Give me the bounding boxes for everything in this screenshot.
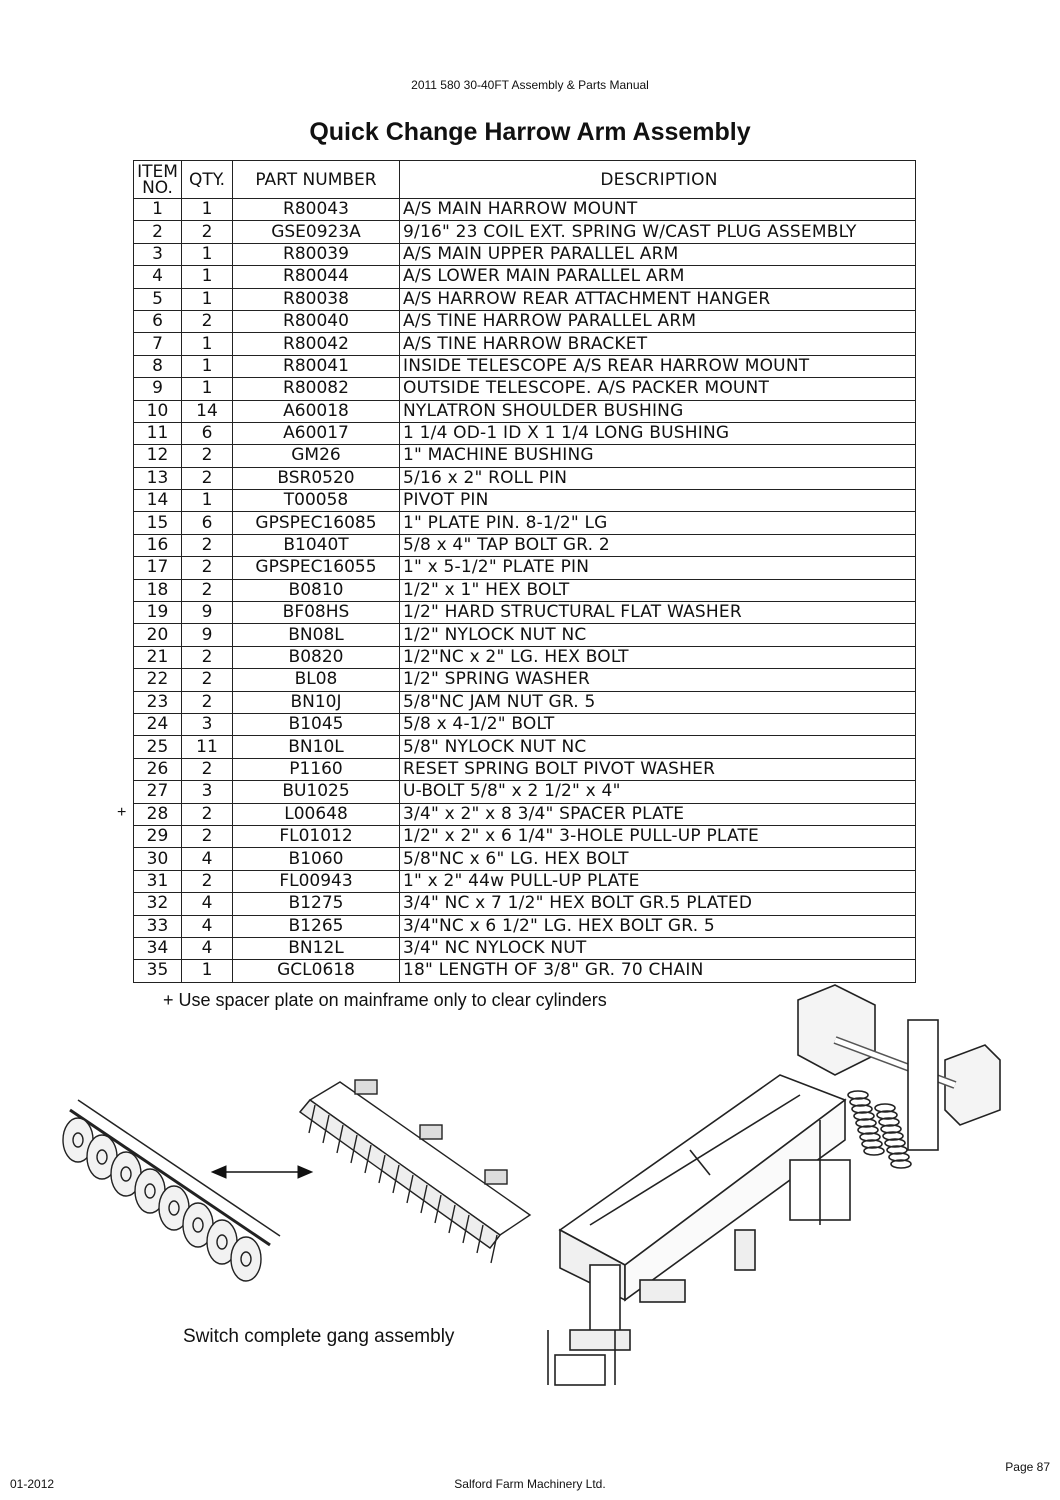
part-number-cell: R80042 — [233, 333, 400, 355]
description-cell: 18" LENGTH OF 3/8" GR. 70 CHAIN — [400, 960, 916, 982]
header-item-no: ITEM NO. — [134, 161, 182, 199]
part-number-cell: L00648 — [233, 803, 400, 825]
item-no-cell: 3 — [134, 243, 182, 265]
part-number-cell: B1045 — [233, 713, 400, 735]
qty-cell: 1 — [182, 333, 233, 355]
page-title: Quick Change Harrow Arm Assembly — [309, 118, 751, 146]
item-no-cell: 14 — [134, 490, 182, 512]
item-no-cell: 25 — [134, 736, 182, 758]
description-cell: 5/8" NYLOCK NUT NC — [400, 736, 916, 758]
description-cell: A/S TINE HARROW BRACKET — [400, 333, 916, 355]
description-cell: PIVOT PIN — [400, 490, 916, 512]
description-cell: INSIDE TELESCOPE A/S REAR HARROW MOUNT — [400, 355, 916, 377]
part-number-cell: A60017 — [233, 422, 400, 444]
qty-cell: 4 — [182, 893, 233, 915]
description-cell: 3/4" NC x 7 1/2" HEX BOLT GR.5 PLATED — [400, 893, 916, 915]
qty-cell: 2 — [182, 445, 233, 467]
item-no-cell: 22 — [134, 669, 182, 691]
description-cell: 5/8 x 4" TAP BOLT GR. 2 — [400, 534, 916, 556]
qty-cell: 4 — [182, 915, 233, 937]
qty-cell: 1 — [182, 243, 233, 265]
qty-cell: 4 — [182, 848, 233, 870]
part-number-cell: BN10L — [233, 736, 400, 758]
part-number-cell: R80044 — [233, 266, 400, 288]
description-cell: 3/4" x 2" x 8 3/4" SPACER PLATE — [400, 803, 916, 825]
description-cell: 9/16" 23 COIL EXT. SPRING W/CAST PLUG ASSEMBLY — [400, 221, 916, 243]
description-cell: A/S HARROW REAR ATTACHMENT HANGER — [400, 288, 916, 310]
qty-cell: 1 — [182, 490, 233, 512]
qty-cell: 1 — [182, 355, 233, 377]
description-cell: U-BOLT 5/8" x 2 1/2" x 4" — [400, 781, 916, 803]
item-no-cell: 15 — [134, 512, 182, 534]
part-number-cell: BF08HS — [233, 602, 400, 624]
description-cell: 1/2" x 2" x 6 1/4" 3-HOLE PULL-UP PLATE — [400, 825, 916, 847]
part-number-cell: R80041 — [233, 355, 400, 377]
qty-cell: 2 — [182, 758, 233, 780]
item-no-cell: 11 — [134, 422, 182, 444]
part-number-cell: GPSPEC16085 — [233, 512, 400, 534]
illustration-caption: Switch complete gang assembly — [183, 1326, 455, 1347]
qty-cell: 9 — [182, 602, 233, 624]
item-no-cell: 9 — [134, 378, 182, 400]
qty-cell: 2 — [182, 803, 233, 825]
qty-cell: 2 — [182, 691, 233, 713]
part-number-cell: FL01012 — [233, 825, 400, 847]
item-no-cell: 32 — [134, 893, 182, 915]
footer-date: 01-2012 — [10, 1477, 55, 1491]
item-no-cell: 31 — [134, 870, 182, 892]
item-no-cell: 33 — [134, 915, 182, 937]
item-no-cell: 6 — [134, 310, 182, 332]
description-cell: 3/4" NC NYLOCK NUT — [400, 937, 916, 959]
qty-cell: 11 — [182, 736, 233, 758]
item-no-cell: 17 — [134, 557, 182, 579]
header-part-number: PART NUMBER — [233, 161, 400, 199]
manual-title: 2011 580 30-40FT Assembly & Parts Manual — [411, 78, 649, 92]
item-no-cell: 27 — [134, 781, 182, 803]
page-number: Page 87 — [1005, 1460, 1050, 1474]
qty-cell: 6 — [182, 512, 233, 534]
item-no-cell: 29 — [134, 825, 182, 847]
header-description: DESCRIPTION — [400, 161, 916, 199]
description-cell: 1/2" HARD STRUCTURAL FLAT WASHER — [400, 602, 916, 624]
item-no-cell: 19 — [134, 602, 182, 624]
part-number-cell: GPSPEC16055 — [233, 557, 400, 579]
description-cell: 5/8"NC JAM NUT GR. 5 — [400, 691, 916, 713]
part-number-cell: B0820 — [233, 646, 400, 668]
description-cell: 1" PLATE PIN. 8-1/2" LG — [400, 512, 916, 534]
item-no-cell: 26 — [134, 758, 182, 780]
part-number-cell: R80082 — [233, 378, 400, 400]
part-number-cell: A60018 — [233, 400, 400, 422]
header-qty: QTY. — [182, 161, 233, 199]
part-number-cell: GCL0618 — [233, 960, 400, 982]
item-no-cell: 18 — [134, 579, 182, 601]
part-number-cell: B1265 — [233, 915, 400, 937]
part-number-cell: T00058 — [233, 490, 400, 512]
item-no-cell: 34 — [134, 937, 182, 959]
footnote: + Use spacer plate on mainframe only to clear cylinders — [163, 990, 607, 1010]
item-no-cell: 7 — [134, 333, 182, 355]
part-number-cell: B1040T — [233, 534, 400, 556]
item-no-cell: 12 — [134, 445, 182, 467]
item-no-cell: 20 — [134, 624, 182, 646]
part-number-cell: R80040 — [233, 310, 400, 332]
item-no-cell: 5 — [134, 288, 182, 310]
qty-cell: 2 — [182, 669, 233, 691]
qty-cell: 3 — [182, 713, 233, 735]
description-cell: 1" x 2" 44w PULL-UP PLATE — [400, 870, 916, 892]
qty-cell: 2 — [182, 310, 233, 332]
item-no-cell: 10 — [134, 400, 182, 422]
item-no-cell: 35 — [134, 960, 182, 982]
part-number-cell: BL08 — [233, 669, 400, 691]
description-cell: 1" x 5-1/2" PLATE PIN — [400, 557, 916, 579]
qty-cell: 2 — [182, 534, 233, 556]
item-no-cell: 30 — [134, 848, 182, 870]
item-no-cell: 21 — [134, 646, 182, 668]
footer-company: Salford Farm Machinery Ltd. — [454, 1477, 606, 1491]
description-cell: 3/4"NC x 6 1/2" LG. HEX BOLT GR. 5 — [400, 915, 916, 937]
description-cell: 1/2" x 1" HEX BOLT — [400, 579, 916, 601]
disc-gang-illustration — [63, 1100, 280, 1281]
description-cell: 1" MACHINE BUSHING — [400, 445, 916, 467]
qty-cell: 1 — [182, 378, 233, 400]
qty-cell: 3 — [182, 781, 233, 803]
part-number-cell: BN10J — [233, 691, 400, 713]
description-cell: 5/8 x 4-1/2" BOLT — [400, 713, 916, 735]
description-cell: 5/16 x 2" ROLL PIN — [400, 467, 916, 489]
row-marker: + — [117, 804, 127, 822]
qty-cell: 6 — [182, 422, 233, 444]
description-cell: A/S MAIN HARROW MOUNT — [400, 199, 916, 221]
qty-cell: 1 — [182, 960, 233, 982]
part-number-cell: BN08L — [233, 624, 400, 646]
harrow-mount-illustration — [548, 985, 1000, 1385]
part-number-cell: GSE0923A — [233, 221, 400, 243]
item-no-cell: 28 — [134, 803, 182, 825]
description-cell: 1/2" SPRING WASHER — [400, 669, 916, 691]
qty-cell: 2 — [182, 646, 233, 668]
part-number-cell: B0810 — [233, 579, 400, 601]
qty-cell: 2 — [182, 579, 233, 601]
description-cell: OUTSIDE TELESCOPE. A/S PACKER MOUNT — [400, 378, 916, 400]
description-cell: A/S LOWER MAIN PARALLEL ARM — [400, 266, 916, 288]
part-number-cell: B1275 — [233, 893, 400, 915]
qty-cell: 2 — [182, 467, 233, 489]
description-cell: A/S MAIN UPPER PARALLEL ARM — [400, 243, 916, 265]
qty-cell: 1 — [182, 199, 233, 221]
part-number-cell: GM26 — [233, 445, 400, 467]
qty-cell: 14 — [182, 400, 233, 422]
description-cell: 5/8"NC x 6" LG. HEX BOLT — [400, 848, 916, 870]
qty-cell: 4 — [182, 937, 233, 959]
item-no-cell: 2 — [134, 221, 182, 243]
qty-cell: 1 — [182, 288, 233, 310]
qty-cell: 2 — [182, 557, 233, 579]
qty-cell: 2 — [182, 870, 233, 892]
qty-cell: 2 — [182, 221, 233, 243]
item-no-cell: 1 — [134, 199, 182, 221]
part-number-cell: R80039 — [233, 243, 400, 265]
part-number-cell: FL00943 — [233, 870, 400, 892]
switch-arrow — [212, 1166, 312, 1178]
qty-cell: 2 — [182, 825, 233, 847]
description-cell: 1/2"NC x 2" LG. HEX BOLT — [400, 646, 916, 668]
item-no-cell: 16 — [134, 534, 182, 556]
description-cell: 1/2" NYLOCK NUT NC — [400, 624, 916, 646]
part-number-cell: BU1025 — [233, 781, 400, 803]
tine-harrow-illustration — [300, 1080, 530, 1263]
description-cell: RESET SPRING BOLT PIVOT WASHER — [400, 758, 916, 780]
description-cell: 1 1/4 OD-1 ID X 1 1/4 LONG BUSHING — [400, 422, 916, 444]
part-number-cell: BN12L — [233, 937, 400, 959]
item-no-cell: 24 — [134, 713, 182, 735]
description-cell: A/S TINE HARROW PARALLEL ARM — [400, 310, 916, 332]
item-no-cell: 4 — [134, 266, 182, 288]
part-number-cell: B1060 — [233, 848, 400, 870]
part-number-cell: R80038 — [233, 288, 400, 310]
item-no-cell: 13 — [134, 467, 182, 489]
item-no-cell: 23 — [134, 691, 182, 713]
qty-cell: 1 — [182, 266, 233, 288]
qty-cell: 9 — [182, 624, 233, 646]
part-number-cell: R80043 — [233, 199, 400, 221]
disc-blade — [231, 1237, 261, 1281]
description-cell: NYLATRON SHOULDER BUSHING — [400, 400, 916, 422]
part-number-cell: BSR0520 — [233, 467, 400, 489]
part-number-cell: P1160 — [233, 758, 400, 780]
item-no-cell: 8 — [134, 355, 182, 377]
